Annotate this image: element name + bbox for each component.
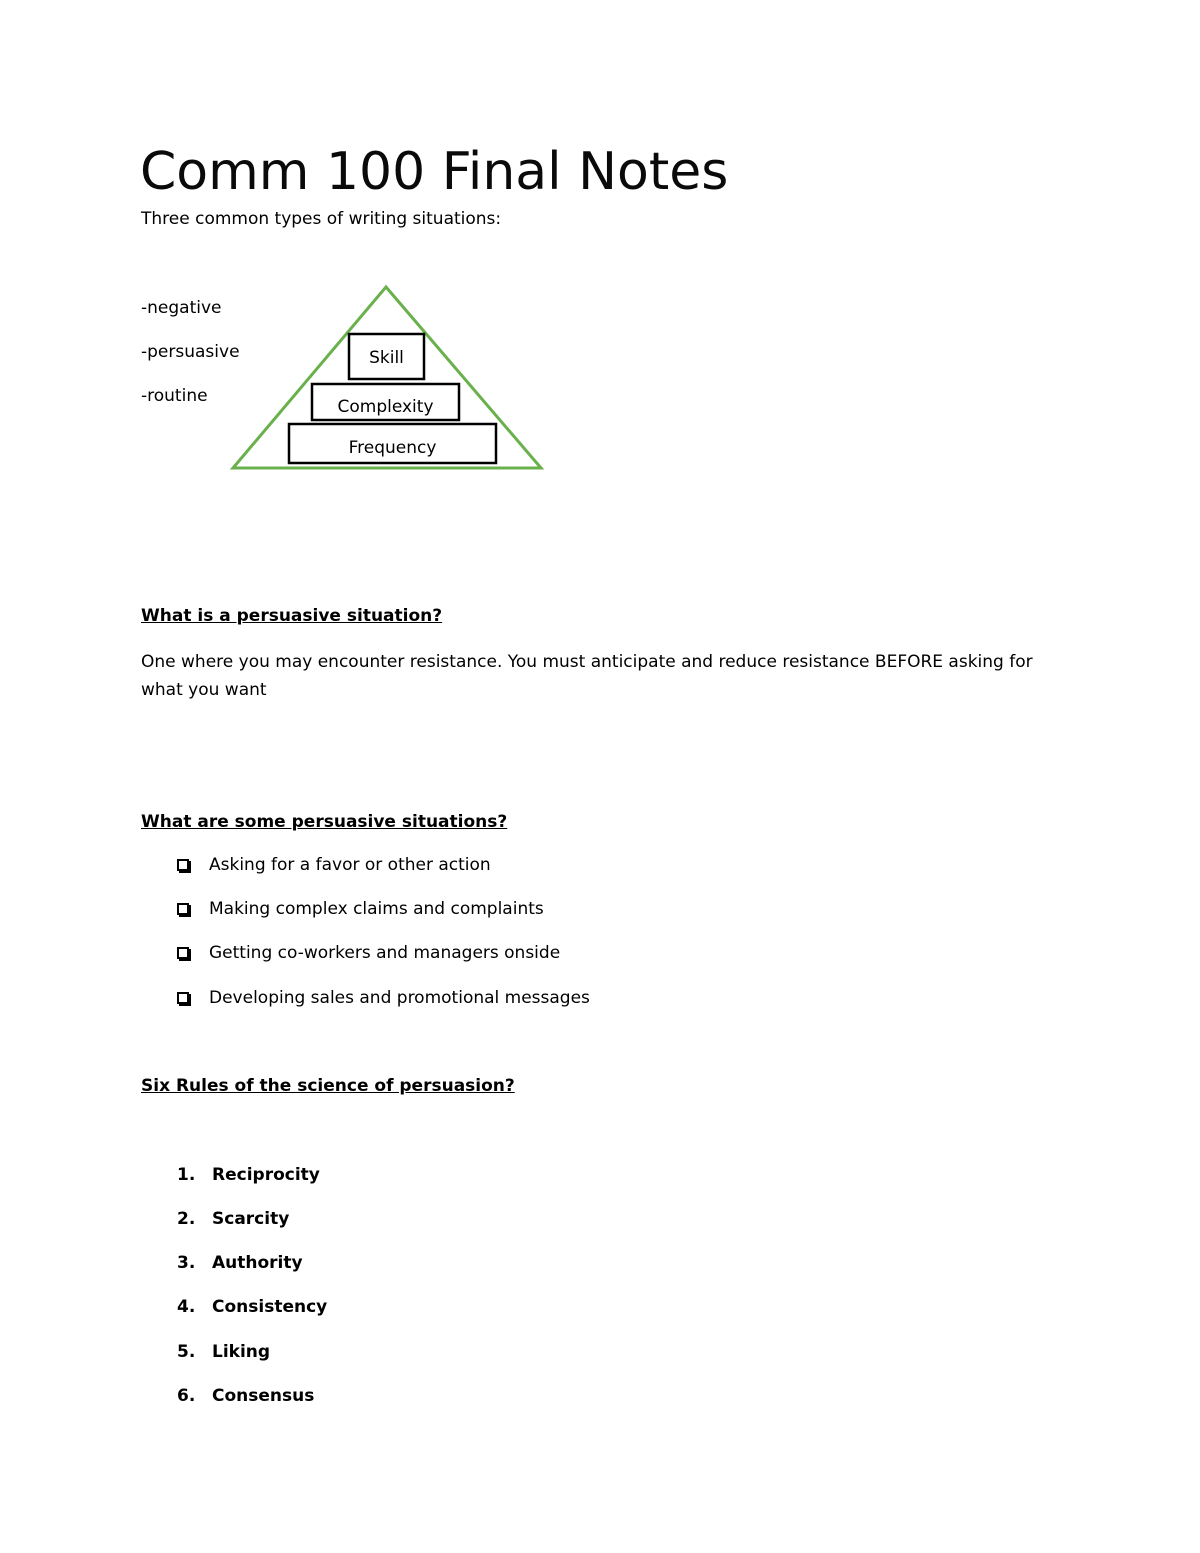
list-item xyxy=(177,1162,320,1188)
pyramid-label-frequency: Frequency xyxy=(348,438,437,458)
list-item xyxy=(177,852,491,878)
list-item-label: Scarcity xyxy=(212,1209,290,1229)
list-item xyxy=(177,896,544,922)
section1-heading: What is a persuasive situation? xyxy=(141,606,443,626)
checkbox-bullet-icon xyxy=(177,903,189,915)
page-title: Comm 100 Final Notes xyxy=(140,142,729,202)
list-item-label: Asking for a favor or other action xyxy=(209,855,491,875)
list-item-label: Consistency xyxy=(212,1297,328,1317)
list-item-label: Developing sales and promotional messages xyxy=(209,988,590,1008)
section1-text: One where you may encounter resistance. You must anticipate and reduce resistance BEFORE asking for what you want xyxy=(141,652,1033,700)
list-item xyxy=(177,940,560,966)
list-item-label: Making complex claims and complaints xyxy=(209,899,544,919)
list-item-label: Reciprocity xyxy=(212,1165,320,1185)
checkbox-bullet-icon xyxy=(177,859,189,871)
list-number: 3. xyxy=(177,1253,196,1273)
list-item xyxy=(177,1206,289,1232)
list-item xyxy=(177,1250,303,1276)
type-negative: -negative xyxy=(141,298,222,318)
list-item xyxy=(177,1339,270,1365)
list-number: 4. xyxy=(177,1297,196,1317)
list-item-label: Getting co-workers and managers onside xyxy=(209,943,561,963)
list-item-label: Authority xyxy=(212,1253,303,1273)
pyramid-label-skill: Skill xyxy=(369,348,404,368)
list-item xyxy=(177,985,590,1011)
section3-heading: Six Rules of the science of persuasion? xyxy=(141,1076,515,1096)
list-number: 5. xyxy=(177,1342,196,1362)
list-item xyxy=(177,1294,327,1320)
list-number: 6. xyxy=(177,1386,196,1406)
pyramid-label-complexity: Complexity xyxy=(337,397,434,417)
intro-text: Three common types of writing situations: xyxy=(141,209,502,229)
checkbox-bullet-icon xyxy=(177,947,189,959)
list-item-label: Consensus xyxy=(212,1386,315,1406)
section2-heading: What are some persuasive situations? xyxy=(141,812,508,832)
list-item-label: Liking xyxy=(212,1342,271,1362)
type-persuasive: -persuasive xyxy=(141,342,240,362)
writing-pyramid-diagram xyxy=(225,280,550,475)
list-number: 1. xyxy=(177,1165,196,1185)
list-number: 2. xyxy=(177,1209,196,1229)
checkbox-bullet-icon xyxy=(177,992,189,1004)
list-item xyxy=(177,1383,314,1409)
type-routine: -routine xyxy=(141,386,208,406)
